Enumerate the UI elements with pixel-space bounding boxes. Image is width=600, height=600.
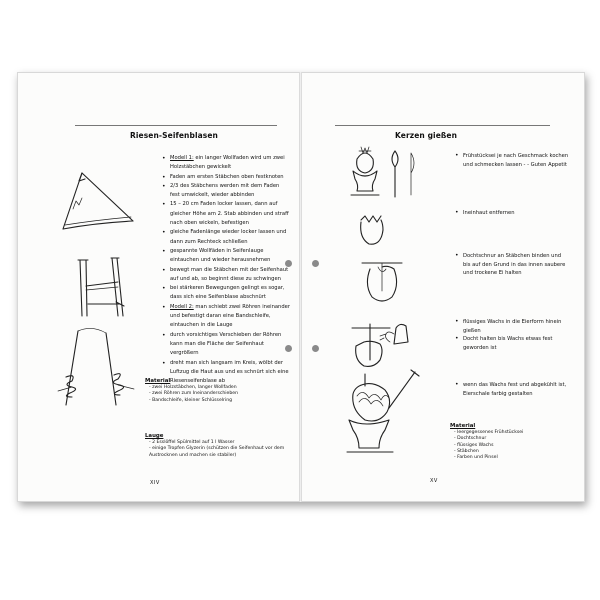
material-heading: Material — [145, 378, 171, 384]
left-instruction-list — [162, 154, 290, 386]
material-item: - Bandschleife, kleiner Schlüsselring — [149, 397, 233, 403]
left-page-title: Riesen-Seifenblasen — [130, 131, 218, 140]
material-item: - flüssiges Wachs — [454, 442, 494, 448]
list-item: • durch vorsichtiges Verschieben der Röhren kann man die Fläche der Seifenhaut vergrößern — [162, 331, 290, 359]
material-item: - zwei Röhren zum Ineinanderschieben — [149, 391, 239, 397]
left-header-rule — [75, 125, 277, 126]
list-item: • Dochtschnur an Stäbchen binden und bis auf den Grund in das innen saubere und trockene Ei halten — [455, 252, 569, 278]
right-step-2 — [455, 209, 569, 218]
right-step-3 — [455, 252, 569, 278]
lauge-item: - einige Tropfen Glyzerin (schützen die Seifenhaut vor dem Austrocknen und machen sie stabiler) — [149, 446, 285, 458]
pouring-wax-illustration — [350, 320, 420, 370]
list-item: • gleiche Fadenlänge wieder locker lassen und dann zum Rechteck schließen — [162, 228, 290, 247]
right-header-rule — [335, 125, 550, 126]
punch-hole — [312, 345, 319, 352]
wound-sticks-illustration — [58, 327, 153, 409]
right-page-number: XV — [430, 478, 438, 484]
material-item: - Farben und Pinsel — [454, 455, 498, 461]
emptied-egg-illustration — [355, 210, 395, 250]
list-item: • 15 – 20 cm Faden locker lassen, dann auf gleicher Höhe am 2. Stab abbinden und straff nach oben wickeln, befestigen — [162, 200, 290, 228]
list-item: • flüssiges Wachs in die Eierform hinein gießen — [455, 318, 569, 335]
list-item: • bei stärkeren Bewegungen gelingt es sogar, dass sich eine Seifenblase abschnürt — [162, 284, 290, 303]
material-heading: Material — [450, 423, 476, 429]
list-item: • dreht man sich langsam im Kreis, wölbt der Luftzug die Haut aus und es schnürt sich eine Riesenseifenblase ab — [162, 359, 290, 387]
material-item: - Stäbchen — [454, 448, 479, 454]
right-page-title: Kerzen gießen — [395, 131, 458, 140]
list-item: • bewegt man die Stäbchen mit der Seifenhaut auf und ab, so beginnt diese zu schwingen — [162, 266, 290, 285]
right-step-5 — [455, 381, 569, 398]
left-material-section — [145, 378, 290, 404]
list-item: • Faden am ersten Stäbchen oben festknoten — [162, 173, 290, 182]
list-item: • Modell 2: man schiebt zwei Röhren ineinander und befestigt daran eine Bandschleife, eintauchen in die Lauge — [162, 303, 290, 331]
lauge-heading: Lauge — [145, 433, 164, 439]
painted-egg-candle-illustration — [345, 368, 425, 468]
right-step-1 — [455, 152, 569, 169]
egg-wick-illustration — [360, 255, 410, 307]
list-item: • Modell 1: ein langer Wollfaden wird um zwei Holzstäbchen gewickelt — [162, 154, 290, 173]
material-item: - leergegessenes Frühstücksei — [454, 430, 524, 436]
egg-cup-spoon-knife-illustration — [345, 145, 430, 205]
punch-hole — [312, 260, 319, 267]
list-item: • Ineinhaut entfernen — [455, 209, 569, 218]
right-material-section — [450, 423, 570, 461]
right-step-4 — [455, 318, 569, 352]
booklet-spine — [299, 72, 302, 502]
lauge-item: - 2 Esslöffel Spülmittel auf 1 l Wasser — [149, 440, 235, 446]
material-item: - Dochtschnur — [454, 436, 487, 442]
list-item: • gespannte Wollfäden in Seifenlauge eintauchen und wieder herausnehmen — [162, 247, 290, 266]
tube-frame-illustration — [72, 250, 142, 320]
list-item: • wenn das Wachs fest und abgekühlt ist, Eierschale farbig gestalten — [455, 381, 569, 398]
left-page-number: XIV — [150, 480, 160, 486]
list-item: • 2/3 des Stäbchens werden mit dem Faden fest umwickelt, wieder abbinden — [162, 182, 290, 201]
material-item: - zwei Holzstäbchen, langer Wollfaden — [149, 385, 237, 391]
wool-frame-illustration — [55, 165, 150, 240]
list-item: • Frühstücksei je nach Geschmack kochen und schmecken lassen - - Guten Appetit — [455, 152, 569, 169]
lauge-section — [145, 433, 290, 459]
list-item: • Docht halten bis Wachs etwas fest geworden ist — [455, 335, 569, 352]
